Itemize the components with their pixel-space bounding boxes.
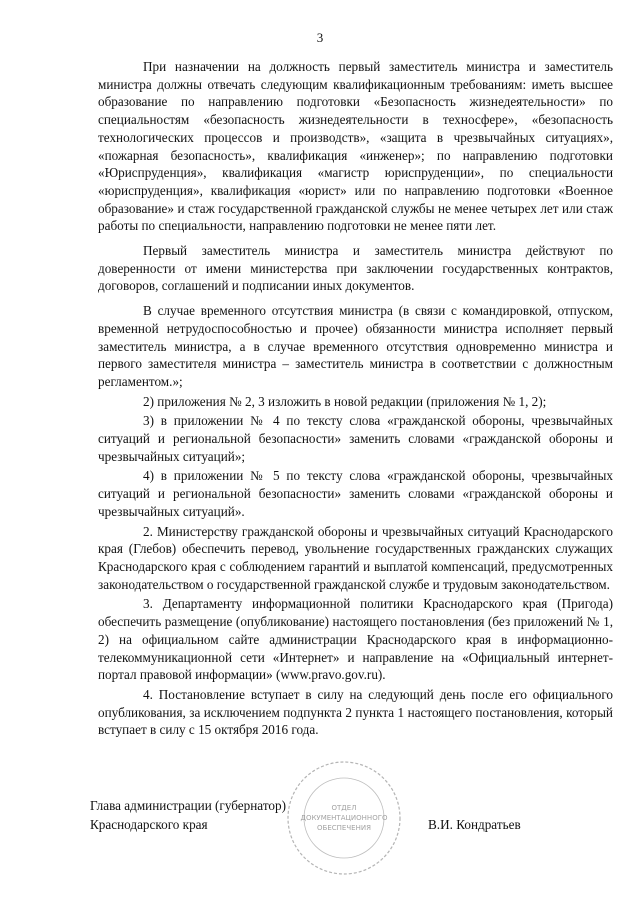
stamp-line-3: ОБЕСПЕЧЕНИЯ [317, 824, 371, 832]
paragraph-item-3-appendix-4: 3) в приложении № 4 по тексту слова «гражданской обороны, чрезвычайных ситуаций и региональной безопасности» заменить словами «гражданской обороны и чрезвычайных ситуаций»; [98, 413, 613, 464]
paragraph-item-2-appendices: 2) приложения № 2, 3 изложить в новой редакции (приложения № 1, 2); [143, 393, 547, 409]
paragraph-qualification-requirements: При назначении на должность первый заместитель министра и заместитель министра должны отвечать следующим квалификационным требованиям: иметь высшее образование по направлению подготовки «Безопасность жизнедеятельности» по специальностям «безопасность жизнедеятельности в техносфере», «безопасность технологических процессов и производств», «защита в чрезвычайных ситуациях», «пожарная безопасность», квалификация «инженер»; по направлению подготовки «Юриспруденция», квалификация «магистр юриспруденции», по специальности «юриспруденция», квалификация «юрист» или по направлению подготовки «Военное образование» и стаж государственной гражданской службы не менее четырех лет или стаж работы по специальности, направлению подготовки не менее пяти лет. [98, 59, 613, 234]
document-body [98, 58, 613, 741]
signature-block [90, 796, 550, 834]
page-number: 3 [316, 30, 324, 45]
signatory-title-line-1: Глава администрации (губернатор) [90, 798, 286, 813]
paragraph-power-of-attorney: Первый заместитель министра и заместитель министра действуют по доверенности от имени министерства при заключении государственных контрактов, договоров, соглашений и подписании иных документов. [98, 243, 613, 294]
paragraph-temporary-absence: В случае временного отсутствия министра (в связи с командировкой, отпуском, временной нетрудоспособностью и прочее) обязанности министра исполняет первый заместитель министра, а в случае временного отсутствия одновременно министра и первого заместителя министра – заместитель министра в соответствии с должностным регламентом.»; [98, 303, 613, 389]
signatory-title-line-2: Краснодарского края [90, 817, 208, 832]
paragraph-item-4-appendix-5: 4) в приложении № 5 по тексту слова «гражданской обороны, чрезвычайных ситуаций и региональной безопасности» заменить словами «гражданской обороны и чрезвычайных ситуаций». [98, 468, 613, 519]
signatory-name: В.И. Кондратьев [428, 817, 521, 832]
paragraph-section-2-ministry: 2. Министерству гражданской обороны и чрезвычайных ситуаций Краснодарского края (Глебов) обеспечить перевод, увольнение государственных гражданских служащих Краснодарского края с соблюдением гарантий и выплатой компенсаций, предусмотренных законодательством о государственной гражданской службе и трудовым законодательством. [98, 523, 613, 592]
stamp-line-2: ДОКУМЕНТАЦИОННОГО [300, 814, 388, 822]
stamp-line-1: ОТДЕЛ [331, 804, 357, 812]
paragraph-section-3-publication: 3. Департаменту информационной политики Краснодарского края (Пригода) обеспечить размещение (опубликование) настоящего постановления (без приложений № 1, 2) на официальном сайте администрации Краснодарского края в информационно-телекоммуникационной сети «Интернет» и направление на «Официальный интернет-портал правовой информации» (www.pravo.gov.ru). [98, 596, 613, 683]
paragraph-section-4-effective-date: 4. Постановление вступает в силу на следующий день после его официального опубликования, за исключением подпункта 2 пункта 1 настоящего постановления, который вступает в силу с 15 октября 2016 года. [98, 686, 613, 738]
